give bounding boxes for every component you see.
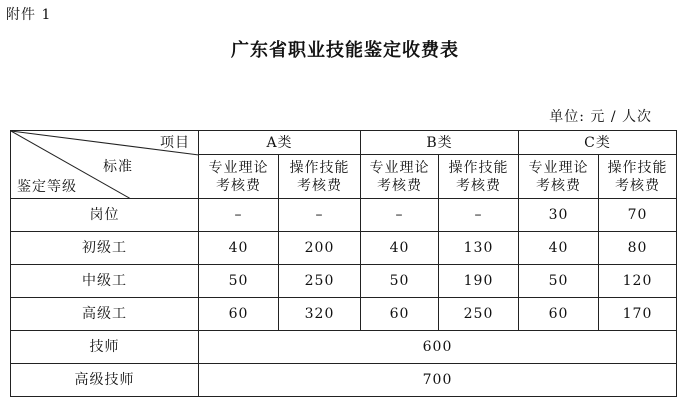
- corner-cell: [11, 131, 199, 199]
- value-cell: –: [361, 199, 439, 232]
- table-row: [11, 331, 677, 364]
- page-title: 广东省职业技能鉴定收费表: [231, 40, 459, 61]
- table-row: [11, 265, 677, 298]
- merged-value-cell: 700: [199, 364, 677, 397]
- value-cell: 120: [599, 265, 677, 298]
- fee-table: [10, 130, 677, 397]
- value-cell: 50: [519, 265, 599, 298]
- value-cell: 190: [439, 265, 519, 298]
- header-row-classes: [11, 131, 677, 155]
- value-cell: 130: [439, 232, 519, 265]
- level-cell: 岗位: [11, 199, 199, 232]
- value-cell: 250: [279, 265, 361, 298]
- class-c-header: C类: [519, 131, 677, 155]
- sub-header-theory: 专业理论 考核费: [361, 155, 439, 199]
- value-cell: 40: [199, 232, 279, 265]
- corner-item-label: 项目: [160, 135, 190, 151]
- unit-label: 单位: 元 / 人次: [549, 109, 652, 125]
- value-cell: 50: [199, 265, 279, 298]
- corner-standard-label: 标准: [103, 159, 133, 175]
- value-cell: 250: [439, 298, 519, 331]
- level-cell: 高级技师: [11, 364, 199, 397]
- value-cell: 60: [519, 298, 599, 331]
- value-cell: –: [279, 199, 361, 232]
- level-cell: 中级工: [11, 265, 199, 298]
- value-cell: –: [439, 199, 519, 232]
- class-a-header: A类: [199, 131, 361, 155]
- value-cell: 40: [361, 232, 439, 265]
- corner-level-label: 鉴定等级: [17, 179, 77, 195]
- sub-header-skill: 操作技能 考核费: [439, 155, 519, 199]
- value-cell: 60: [361, 298, 439, 331]
- table-row: [11, 199, 677, 232]
- level-cell: 高级工: [11, 298, 199, 331]
- class-b-header: B类: [361, 131, 519, 155]
- value-cell: 70: [599, 199, 677, 232]
- table-row: [11, 232, 677, 265]
- attachment-label: 附件 1: [6, 7, 52, 23]
- value-cell: 320: [279, 298, 361, 331]
- sub-header-theory: 专业理论 考核费: [519, 155, 599, 199]
- value-cell: –: [199, 199, 279, 232]
- merged-value-cell: 600: [199, 331, 677, 364]
- level-cell: 初级工: [11, 232, 199, 265]
- value-cell: 50: [361, 265, 439, 298]
- sub-header-theory: 专业理论 考核费: [199, 155, 279, 199]
- level-cell: 技师: [11, 331, 199, 364]
- value-cell: 60: [199, 298, 279, 331]
- value-cell: 170: [599, 298, 677, 331]
- table-row: [11, 364, 677, 397]
- value-cell: 80: [599, 232, 677, 265]
- sub-header-skill: 操作技能 考核费: [279, 155, 361, 199]
- value-cell: 200: [279, 232, 361, 265]
- sub-header-skill: 操作技能 考核费: [599, 155, 677, 199]
- value-cell: 30: [519, 199, 599, 232]
- value-cell: 40: [519, 232, 599, 265]
- table-row: [11, 298, 677, 331]
